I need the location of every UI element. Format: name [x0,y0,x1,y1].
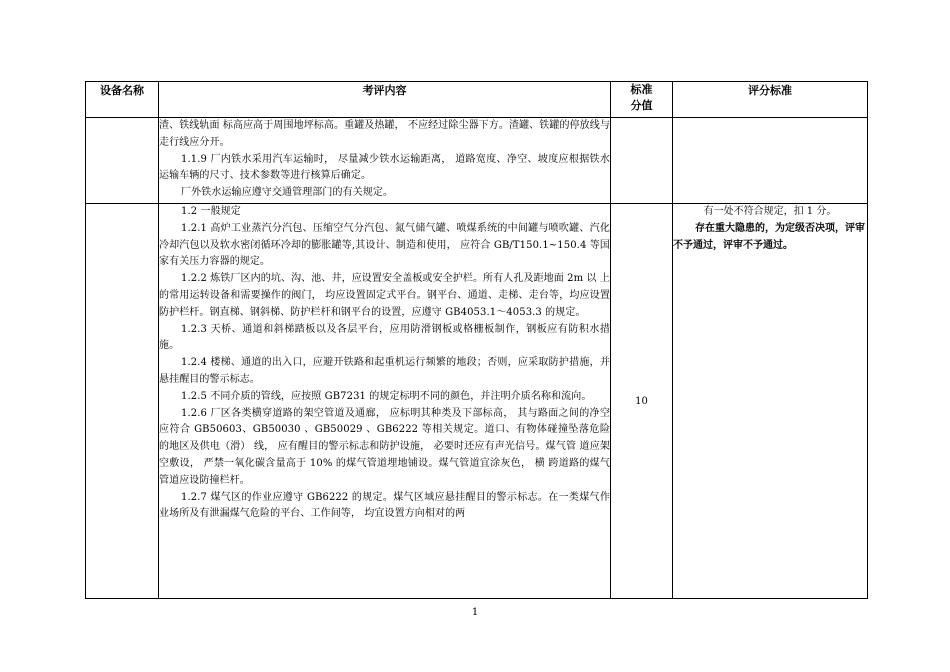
row1-device-cell [86,118,159,204]
content-line: 1.1.9 厂内铁水采用汽车运输时， 尽量减少铁水运输距离， 道路宽度、净空、坡度应根据铁水 运输车辆的尺寸、技术参数等进行核算后确定。 [159,153,610,182]
header-device-name: 设备名称 [86,82,159,118]
row1-score-cell [611,118,673,204]
content-line: 1.2.6 厂区各类横穿道路的架空管道及通廊， 应标明其种类及下部标高， 其与路面之间的净空 应符合 GB50603、GB50030 、GB50029 、GB6222 等相关规定。道口、有物体碰撞坠落危险 的地区及供电（滑） 线， 应有醒目的警示标志和防护设施， 必要时还应有声光信号。煤气管 道应架空敷设， 严禁一氧化碳含量高于 10% 的煤气管道埋地铺设。煤气管道宜涂灰色， 横 跨道路的煤气管道应设防撞栏杆。 [159,407,610,486]
content-line: 1.2.5 不同介质的管线，应按照 GB7231 的规定标明不同的颜色，并注明介质名称和流向。 [181,390,592,402]
content-line: 1.2.2 炼铁厂区内的坑、沟、池、井，应设置安全盖板或安全护栏。所有人孔及距地面 2m 以 上的常用运转设备和需要操作的阀门， 均应设置固定式平台。钢平台、通道、走梯、走台等，均应设置防护栏杆。钢直梯、钢斜梯、防护栏杆和钢平台的设置，应遵守 GB4053.1～4053.3 的规定。 [159,273,610,318]
header-score-line1: 标准 [630,83,653,96]
content-line: 1.2 一般规定 [181,206,241,217]
page-number: 1 [471,607,479,618]
content-line: 厂外铁水运输应遵守交通管理部门的有关规定。 [181,187,394,199]
row2-score-cell: 10 [611,204,673,599]
header-content: 考评内容 [159,82,611,118]
content-line: 1.2.7 煤气区的作业应遵守 GB6222 的规定。煤气区域应悬挂醒目的警示标志。在一类煤气作 业场所及有泄漏煤气危险的平台、工作间等， 均宜设置方向相对的两 [159,491,610,520]
criteria-veto: 存在重大隐患的，为定级否决项，评审不予通过，评审不予通过。 [673,222,865,251]
table-row [86,118,868,204]
row2-criteria-cell [673,204,868,599]
content-line: 1.2.1 高炉工业蒸汽分汽包、压缩空气分汽包、氮气储气罐、喷煤系统的中间罐与喷吹罐、汽化冷却汽包以及软水密闭循环冷却的膨胀罐等,其设计、制造和使用， 应符合 GB/T150.1~150.4 等国家有关压力容器的规定。 [159,222,610,268]
content-line: 1.2.4 楼梯、通道的出入口，应避开铁路和起重机运行频繁的地段；否则，应采取防护措施，并悬挂醒目的警示标志。 [159,357,610,385]
header-score [611,82,673,118]
row1-criteria-cell [673,118,868,204]
header-criteria: 评分标准 [673,82,868,118]
table-header-row [86,82,868,118]
header-score-line2: 分值 [630,99,653,112]
content-line: 渣、铁线轨面 标高应高于周围地坪标高。重罐及热罐， 不应经过除尘器下方。渣罐、铁罐的停放线与走行线应分开。 [159,120,610,148]
row2-content-cell [159,204,611,599]
content-line: 1.2.3 天桥、通道和斜梯踏板以及各层平台，应用防滑钢板或格栅板制作，钢板应有防积水措 施。 [159,323,610,352]
assessment-table [85,81,868,599]
criteria-deduction: 有一处不符合规定，扣 1 分。 [703,206,837,217]
row2-device-cell [86,204,159,599]
table-row [86,204,868,599]
row1-content-cell [159,118,611,204]
